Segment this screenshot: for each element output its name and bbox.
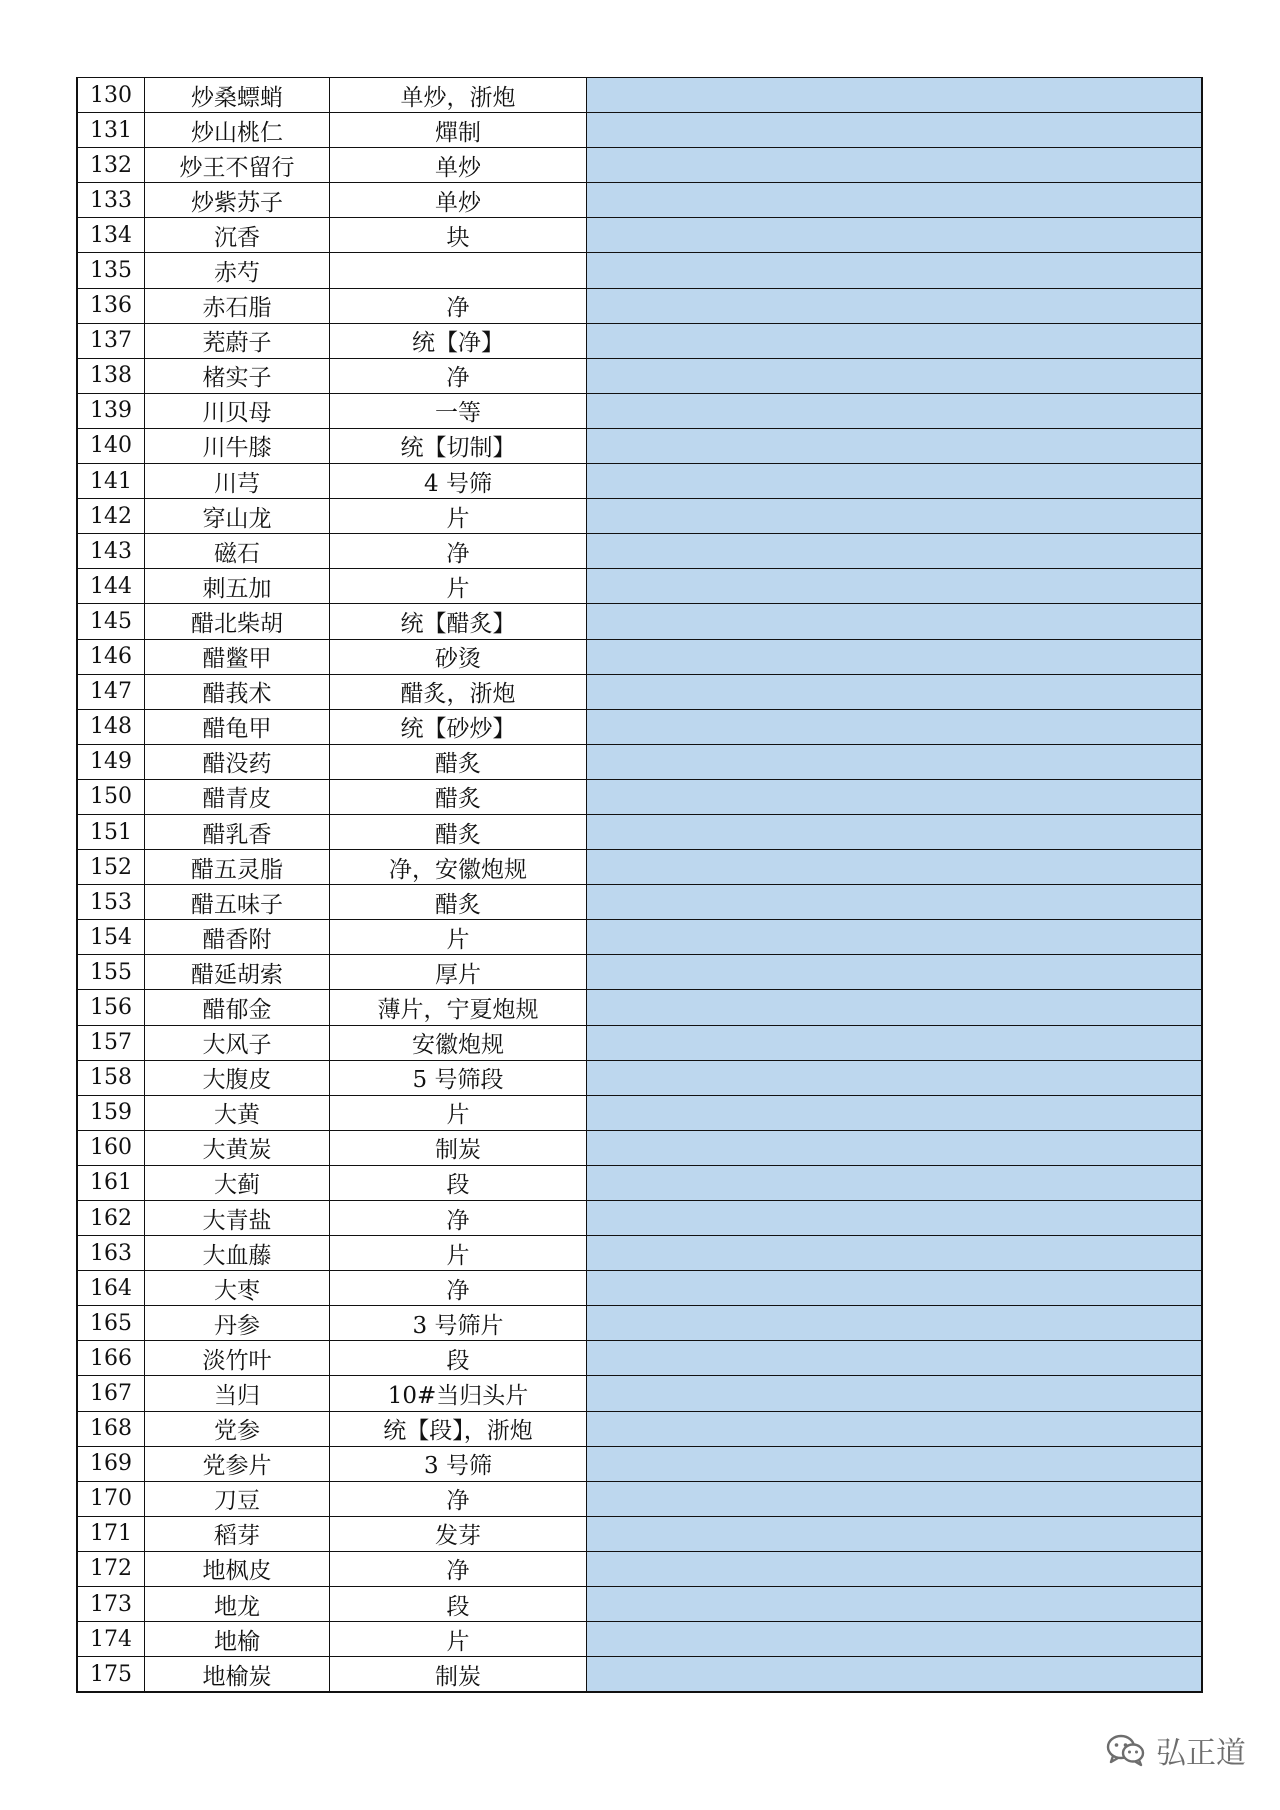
blank-cell (587, 885, 1203, 920)
table-row (77, 288, 1202, 323)
herb-name: 大黄 (145, 1095, 330, 1130)
blank-cell (587, 1551, 1203, 1586)
herb-name: 地榆炭 (145, 1657, 330, 1693)
herb-name: 地龙 (145, 1587, 330, 1622)
herb-name: 地榆 (145, 1622, 330, 1657)
watermark (1106, 1728, 1246, 1772)
blank-cell (587, 779, 1203, 814)
herb-name: 炒紫苏子 (145, 183, 330, 218)
table-body (77, 78, 1202, 1693)
processing-spec: 燀制 (330, 113, 587, 148)
row-number: 164 (77, 1271, 145, 1306)
table-row (77, 464, 1202, 499)
row-number: 162 (77, 1201, 145, 1236)
processing-spec: 片 (330, 1236, 587, 1271)
table-row (77, 148, 1202, 183)
processing-spec: 片 (330, 569, 587, 604)
herb-name: 醋香附 (145, 920, 330, 955)
row-number: 148 (77, 709, 145, 744)
table-row (77, 1481, 1202, 1516)
herb-name: 沉香 (145, 218, 330, 253)
herb-name: 当归 (145, 1376, 330, 1411)
table-row (77, 428, 1202, 463)
processing-spec: 醋炙 (330, 779, 587, 814)
table-row (77, 323, 1202, 358)
table-row (77, 604, 1202, 639)
row-number: 133 (77, 183, 145, 218)
processing-spec: 片 (330, 920, 587, 955)
row-number: 158 (77, 1060, 145, 1095)
herb-name: 赤石脂 (145, 288, 330, 323)
row-number: 157 (77, 1025, 145, 1060)
row-number: 159 (77, 1095, 145, 1130)
row-number: 172 (77, 1551, 145, 1586)
herb-name: 醋没药 (145, 744, 330, 779)
blank-cell (587, 814, 1203, 849)
herb-name: 川芎 (145, 464, 330, 499)
blank-cell (587, 1236, 1203, 1271)
row-number: 146 (77, 639, 145, 674)
processing-spec: 一等 (330, 393, 587, 428)
row-number: 137 (77, 323, 145, 358)
row-number: 163 (77, 1236, 145, 1271)
table-row (77, 1446, 1202, 1481)
processing-spec: 片 (330, 1095, 587, 1130)
blank-cell (587, 1657, 1203, 1693)
herb-name: 醋青皮 (145, 779, 330, 814)
row-number: 134 (77, 218, 145, 253)
blank-cell (587, 183, 1203, 218)
processing-spec: 净 (330, 534, 587, 569)
herb-name: 醋延胡索 (145, 955, 330, 990)
processing-spec: 段 (330, 1341, 587, 1376)
processing-spec: 薄片，宁夏炮规 (330, 990, 587, 1025)
blank-cell (587, 253, 1203, 288)
blank-cell (587, 1060, 1203, 1095)
blank-cell (587, 1165, 1203, 1200)
row-number: 170 (77, 1481, 145, 1516)
processing-spec: 统【净】 (330, 323, 587, 358)
row-number: 161 (77, 1165, 145, 1200)
table-row (77, 1130, 1202, 1165)
watermark-text: 弘正道 (1156, 1736, 1246, 1771)
processing-spec: 净 (330, 1481, 587, 1516)
blank-cell (587, 920, 1203, 955)
herb-name: 大黄炭 (145, 1130, 330, 1165)
blank-cell (587, 1306, 1203, 1341)
table-row (77, 393, 1202, 428)
table-row (77, 569, 1202, 604)
herb-name: 稻芽 (145, 1516, 330, 1551)
processing-spec: 统【切制】 (330, 428, 587, 463)
blank-cell (587, 499, 1203, 534)
blank-cell (587, 464, 1203, 499)
blank-cell (587, 639, 1203, 674)
processing-spec (330, 253, 587, 288)
blank-cell (587, 1446, 1203, 1481)
herb-name: 醋郁金 (145, 990, 330, 1025)
row-number: 156 (77, 990, 145, 1025)
table-row (77, 1411, 1202, 1446)
herb-name: 醋莪术 (145, 674, 330, 709)
processing-spec: 砂烫 (330, 639, 587, 674)
herb-spec-table (76, 77, 1203, 1693)
processing-spec: 10#当归头片 (330, 1376, 587, 1411)
table-row (77, 709, 1202, 744)
blank-cell (587, 1025, 1203, 1060)
processing-spec: 单炒 (330, 183, 587, 218)
processing-spec: 安徽炮规 (330, 1025, 587, 1060)
row-number: 141 (77, 464, 145, 499)
processing-spec: 醋炙 (330, 814, 587, 849)
table-row (77, 1587, 1202, 1622)
herb-name: 党参片 (145, 1446, 330, 1481)
row-number: 175 (77, 1657, 145, 1693)
row-number: 136 (77, 288, 145, 323)
processing-spec: 统【砂炒】 (330, 709, 587, 744)
row-number: 168 (77, 1411, 145, 1446)
herb-name: 炒王不留行 (145, 148, 330, 183)
table-row (77, 1341, 1202, 1376)
herb-name: 炒桑螵蛸 (145, 78, 330, 113)
table-row (77, 1622, 1202, 1657)
table-row (77, 183, 1202, 218)
table-row (77, 1060, 1202, 1095)
wechat-icon (1106, 1733, 1146, 1767)
table-row (77, 1306, 1202, 1341)
processing-spec: 净，安徽炮规 (330, 850, 587, 885)
blank-cell (587, 1201, 1203, 1236)
herb-name: 楮实子 (145, 358, 330, 393)
herb-name: 茺蔚子 (145, 323, 330, 358)
processing-spec: 净 (330, 288, 587, 323)
processing-spec: 3 号筛片 (330, 1306, 587, 1341)
blank-cell (587, 358, 1203, 393)
table-row (77, 78, 1202, 113)
row-number: 150 (77, 779, 145, 814)
herb-name: 川贝母 (145, 393, 330, 428)
herb-name: 炒山桃仁 (145, 113, 330, 148)
table-row (77, 1376, 1202, 1411)
table-row (77, 218, 1202, 253)
herb-name: 刺五加 (145, 569, 330, 604)
table-row (77, 499, 1202, 534)
processing-spec: 净 (330, 358, 587, 393)
row-number: 154 (77, 920, 145, 955)
row-number: 165 (77, 1306, 145, 1341)
table-row (77, 534, 1202, 569)
blank-cell (587, 1411, 1203, 1446)
herb-name: 醋乳香 (145, 814, 330, 849)
table-row (77, 814, 1202, 849)
row-number: 144 (77, 569, 145, 604)
processing-spec: 块 (330, 218, 587, 253)
row-number: 173 (77, 1587, 145, 1622)
blank-cell (587, 955, 1203, 990)
blank-cell (587, 1130, 1203, 1165)
row-number: 135 (77, 253, 145, 288)
table-row (77, 1095, 1202, 1130)
row-number: 167 (77, 1376, 145, 1411)
table-row (77, 850, 1202, 885)
row-number: 130 (77, 78, 145, 113)
herb-name: 大血藤 (145, 1236, 330, 1271)
row-number: 152 (77, 850, 145, 885)
herb-name: 大风子 (145, 1025, 330, 1060)
row-number: 155 (77, 955, 145, 990)
herb-name: 淡竹叶 (145, 1341, 330, 1376)
row-number: 139 (77, 393, 145, 428)
processing-spec: 段 (330, 1587, 587, 1622)
processing-spec: 片 (330, 499, 587, 534)
processing-spec: 净 (330, 1551, 587, 1586)
processing-spec: 净 (330, 1201, 587, 1236)
blank-cell (587, 1587, 1203, 1622)
herb-name: 醋五味子 (145, 885, 330, 920)
processing-spec: 5 号筛段 (330, 1060, 587, 1095)
row-number: 131 (77, 113, 145, 148)
blank-cell (587, 674, 1203, 709)
herb-name: 磁石 (145, 534, 330, 569)
table-row (77, 1236, 1202, 1271)
table-row (77, 1657, 1202, 1693)
herb-name: 大青盐 (145, 1201, 330, 1236)
herb-name: 刀豆 (145, 1481, 330, 1516)
table-row (77, 1516, 1202, 1551)
processing-spec: 单炒 (330, 148, 587, 183)
row-number: 160 (77, 1130, 145, 1165)
row-number: 145 (77, 604, 145, 639)
blank-cell (587, 78, 1203, 113)
row-number: 142 (77, 499, 145, 534)
blank-cell (587, 1376, 1203, 1411)
processing-spec: 厚片 (330, 955, 587, 990)
row-number: 174 (77, 1622, 145, 1657)
blank-cell (587, 744, 1203, 779)
table-row (77, 955, 1202, 990)
processing-spec: 醋炙 (330, 744, 587, 779)
blank-cell (587, 990, 1203, 1025)
herb-name: 大枣 (145, 1271, 330, 1306)
herb-name: 赤芍 (145, 253, 330, 288)
blank-cell (587, 113, 1203, 148)
blank-cell (587, 288, 1203, 323)
blank-cell (587, 1341, 1203, 1376)
processing-spec: 醋炙 (330, 885, 587, 920)
herb-name: 大蓟 (145, 1165, 330, 1200)
table-row (77, 990, 1202, 1025)
blank-cell (587, 534, 1203, 569)
table-row (77, 1551, 1202, 1586)
table-row (77, 779, 1202, 814)
blank-cell (587, 428, 1203, 463)
processing-spec: 4 号筛 (330, 464, 587, 499)
table-row (77, 674, 1202, 709)
row-number: 147 (77, 674, 145, 709)
blank-cell (587, 393, 1203, 428)
table-row (77, 113, 1202, 148)
processing-spec: 发芽 (330, 1516, 587, 1551)
row-number: 143 (77, 534, 145, 569)
blank-cell (587, 850, 1203, 885)
table-row (77, 1025, 1202, 1060)
herb-name: 穿山龙 (145, 499, 330, 534)
row-number: 171 (77, 1516, 145, 1551)
herb-name: 醋鳖甲 (145, 639, 330, 674)
table-row (77, 358, 1202, 393)
table-row (77, 885, 1202, 920)
herb-name: 丹参 (145, 1306, 330, 1341)
blank-cell (587, 1481, 1203, 1516)
processing-spec: 统【醋炙】 (330, 604, 587, 639)
blank-cell (587, 218, 1203, 253)
row-number: 138 (77, 358, 145, 393)
processing-spec: 单炒，浙炮 (330, 78, 587, 113)
table-row (77, 920, 1202, 955)
processing-spec: 醋炙，浙炮 (330, 674, 587, 709)
blank-cell (587, 323, 1203, 358)
blank-cell (587, 148, 1203, 183)
table-row (77, 253, 1202, 288)
processing-spec: 统【段】，浙炮 (330, 1411, 587, 1446)
row-number: 151 (77, 814, 145, 849)
table-row (77, 1271, 1202, 1306)
row-number: 169 (77, 1446, 145, 1481)
processing-spec: 净 (330, 1271, 587, 1306)
herb-name: 醋北柴胡 (145, 604, 330, 639)
herb-name: 醋五灵脂 (145, 850, 330, 885)
processing-spec: 制炭 (330, 1657, 587, 1693)
row-number: 153 (77, 885, 145, 920)
herb-name: 地枫皮 (145, 1551, 330, 1586)
blank-cell (587, 1516, 1203, 1551)
herb-name: 醋龟甲 (145, 709, 330, 744)
herb-name: 党参 (145, 1411, 330, 1446)
blank-cell (587, 604, 1203, 639)
herb-name: 大腹皮 (145, 1060, 330, 1095)
row-number: 132 (77, 148, 145, 183)
table-row (77, 639, 1202, 674)
table-row (77, 1201, 1202, 1236)
blank-cell (587, 1095, 1203, 1130)
table-row (77, 744, 1202, 779)
processing-spec: 片 (330, 1622, 587, 1657)
blank-cell (587, 1622, 1203, 1657)
herb-name: 川牛膝 (145, 428, 330, 463)
table-row (77, 1165, 1202, 1200)
blank-cell (587, 709, 1203, 744)
processing-spec: 3 号筛 (330, 1446, 587, 1481)
blank-cell (587, 1271, 1203, 1306)
blank-cell (587, 569, 1203, 604)
processing-spec: 段 (330, 1165, 587, 1200)
processing-spec: 制炭 (330, 1130, 587, 1165)
row-number: 140 (77, 428, 145, 463)
row-number: 166 (77, 1341, 145, 1376)
row-number: 149 (77, 744, 145, 779)
